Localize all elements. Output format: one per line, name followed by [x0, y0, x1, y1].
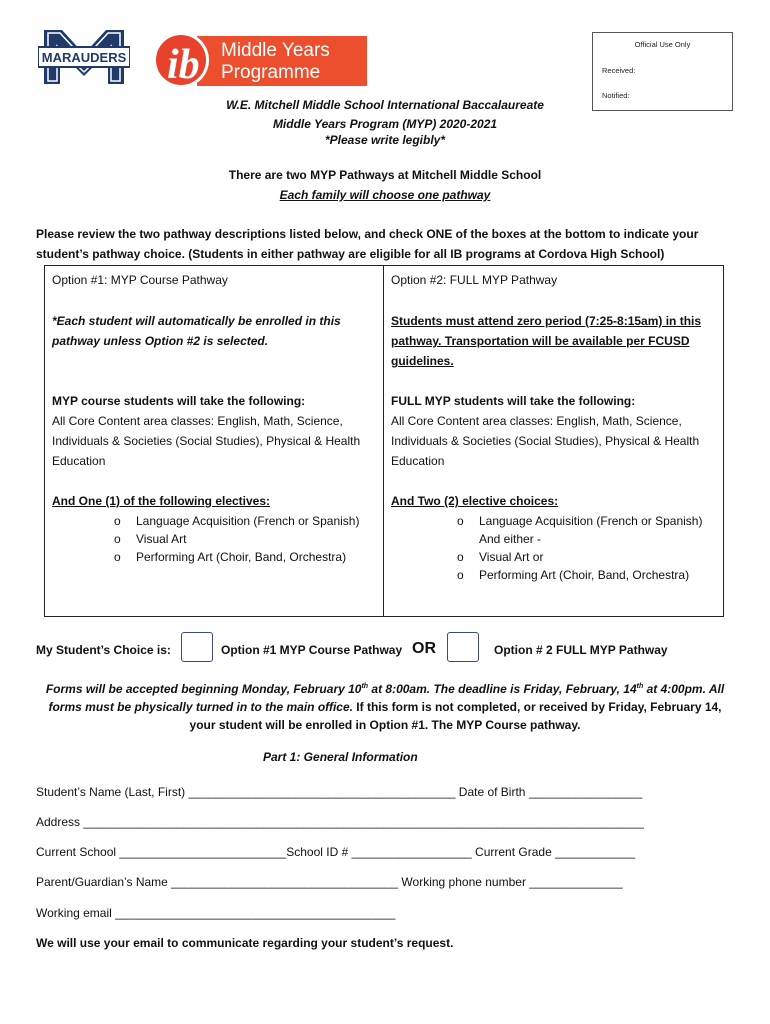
- option1-core-line1: All Core Content area classes: English, Math, Science,: [52, 414, 343, 428]
- ib-myp-logo: [153, 30, 369, 90]
- option1-core-line2: Individuals & Societies (Social Studies), Physical & Health: [52, 434, 361, 448]
- option1-electives-heading: And One (1) of the following electives:: [52, 494, 271, 508]
- option1-title: Option #1: MYP Course Pathway: [52, 273, 228, 287]
- or-label: OR: [412, 640, 436, 657]
- option2-choice-label: Option # 2 FULL MYP Pathway: [494, 643, 668, 657]
- option1-checkbox[interactable]: [181, 632, 213, 662]
- marauders-logo: [38, 28, 130, 86]
- school-title: W.E. Mitchell Middle School International Baccalaureate: [226, 98, 544, 112]
- choose-one-note: Each family will choose one pathway: [279, 188, 491, 202]
- option2-checkbox[interactable]: [447, 632, 479, 662]
- part1-heading: Part 1: General Information: [263, 750, 418, 764]
- column-divider: [383, 266, 384, 616]
- option2-core-line3: Education: [391, 454, 445, 468]
- instructions-line1: Please review the two pathway descriptions listed below, and check ONE of the boxes at the bottom to indicate your: [36, 227, 699, 241]
- write-legibly-note: *Please write legibly*: [324, 133, 446, 147]
- notified-label: Notified:: [602, 91, 630, 100]
- list-item: o Performing Art (Choir, Band, Orchestra): [114, 550, 347, 564]
- program-title: Middle Years Program (MYP) 2020-2021: [272, 117, 498, 131]
- option2-note-line3: guidelines.: [391, 354, 454, 368]
- option1-note: [52, 311, 377, 351]
- address-field[interactable]: Address ____________________________________________________________________________________: [36, 815, 644, 829]
- option2-electives-list: [457, 512, 719, 584]
- deadline-line3: your student will be enrolled in Option #1. The MYP Course pathway.: [189, 718, 581, 732]
- list-item: o Performing Art (Choir, Band, Orchestra): [457, 568, 690, 582]
- option2-note-line1: Students must attend zero period (7:25-8:15am) in this: [391, 314, 702, 328]
- pathway-options-table: [44, 265, 724, 617]
- option1-take-heading: MYP course students will take the following:: [52, 394, 306, 408]
- parent-phone-field[interactable]: Parent/Guardian’s Name __________________________________ Working phone number ______________: [36, 875, 623, 889]
- option2-take-heading: FULL MYP students will take the following:: [391, 394, 636, 408]
- option1-electives-list: [114, 512, 377, 566]
- official-use-header: Official Use Only: [634, 40, 691, 49]
- option2-note: [391, 311, 719, 371]
- ib-logo-line2: Programme: [221, 62, 321, 83]
- received-label: Received:: [602, 66, 636, 75]
- option2-title: Option #2: FULL MYP Pathway: [391, 273, 558, 287]
- svg-text:ib: ib: [167, 42, 200, 88]
- list-item: [457, 530, 719, 548]
- choice-label: My Student’s Choice is:: [36, 643, 171, 657]
- option1-note-line2: pathway unless Option #2 is selected.: [52, 334, 269, 348]
- instructions: [36, 224, 736, 264]
- list-item: o Language Acquisition (French or Spanish): [114, 514, 360, 528]
- option2-column: [391, 266, 719, 616]
- option1-core-line3: Education: [52, 454, 106, 468]
- deadline-line1: Forms will be accepted beginning Monday, February 10th at 8:00am. The deadline is Friday, February, 14th at 4:00pm. All: [45, 682, 725, 696]
- option2-core-line1: All Core Content area classes: English, Math, Science,: [391, 414, 682, 428]
- list-item: o Visual Art: [114, 532, 187, 546]
- option1-core: [52, 411, 377, 471]
- either-text: And either -: [479, 532, 542, 546]
- deadline-line2: forms must be physically turned in to the main office. If this form is not completed, or received by Friday, February 14,: [48, 700, 722, 714]
- option2-electives-heading: And Two (2) elective choices:: [391, 494, 559, 508]
- option1-note-line1: *Each student will automatically be enrolled in this: [52, 314, 341, 328]
- option2-core: [391, 411, 719, 471]
- email-field[interactable]: Working email __________________________________________: [36, 906, 396, 920]
- list-item: o Language Acquisition (French or Spanish): [457, 514, 703, 528]
- instructions-line2: student’s pathway choice. (Students in either pathway are eligible for all IB programs at Cordova High School): [36, 247, 665, 261]
- pathways-heading: There are two MYP Pathways at Mitchell Middle School: [228, 168, 542, 182]
- option2-note-line2: pathway. Transportation will be available per FCUSD: [391, 334, 690, 348]
- option2-core-line2: Individuals & Societies (Social Studies), Physical & Health: [391, 434, 700, 448]
- option1-choice-label: Option #1 MYP Course Pathway: [221, 643, 403, 657]
- list-item: o Visual Art or: [457, 550, 544, 564]
- marauders-logo-text: MARAUDERS: [41, 50, 127, 65]
- option1-column: [52, 266, 377, 616]
- student-name-field[interactable]: Student’s Name (Last, First) ________________________________________ Date of Birth _________________: [36, 785, 643, 799]
- ib-logo-line1: Middle Years: [221, 40, 330, 61]
- school-info-field[interactable]: Current School _________________________School ID # __________________ Current Grade ____________: [36, 845, 636, 859]
- deadline-notice: [30, 678, 740, 734]
- email-use-note: We will use your email to communicate regarding your student’s request.: [36, 936, 454, 950]
